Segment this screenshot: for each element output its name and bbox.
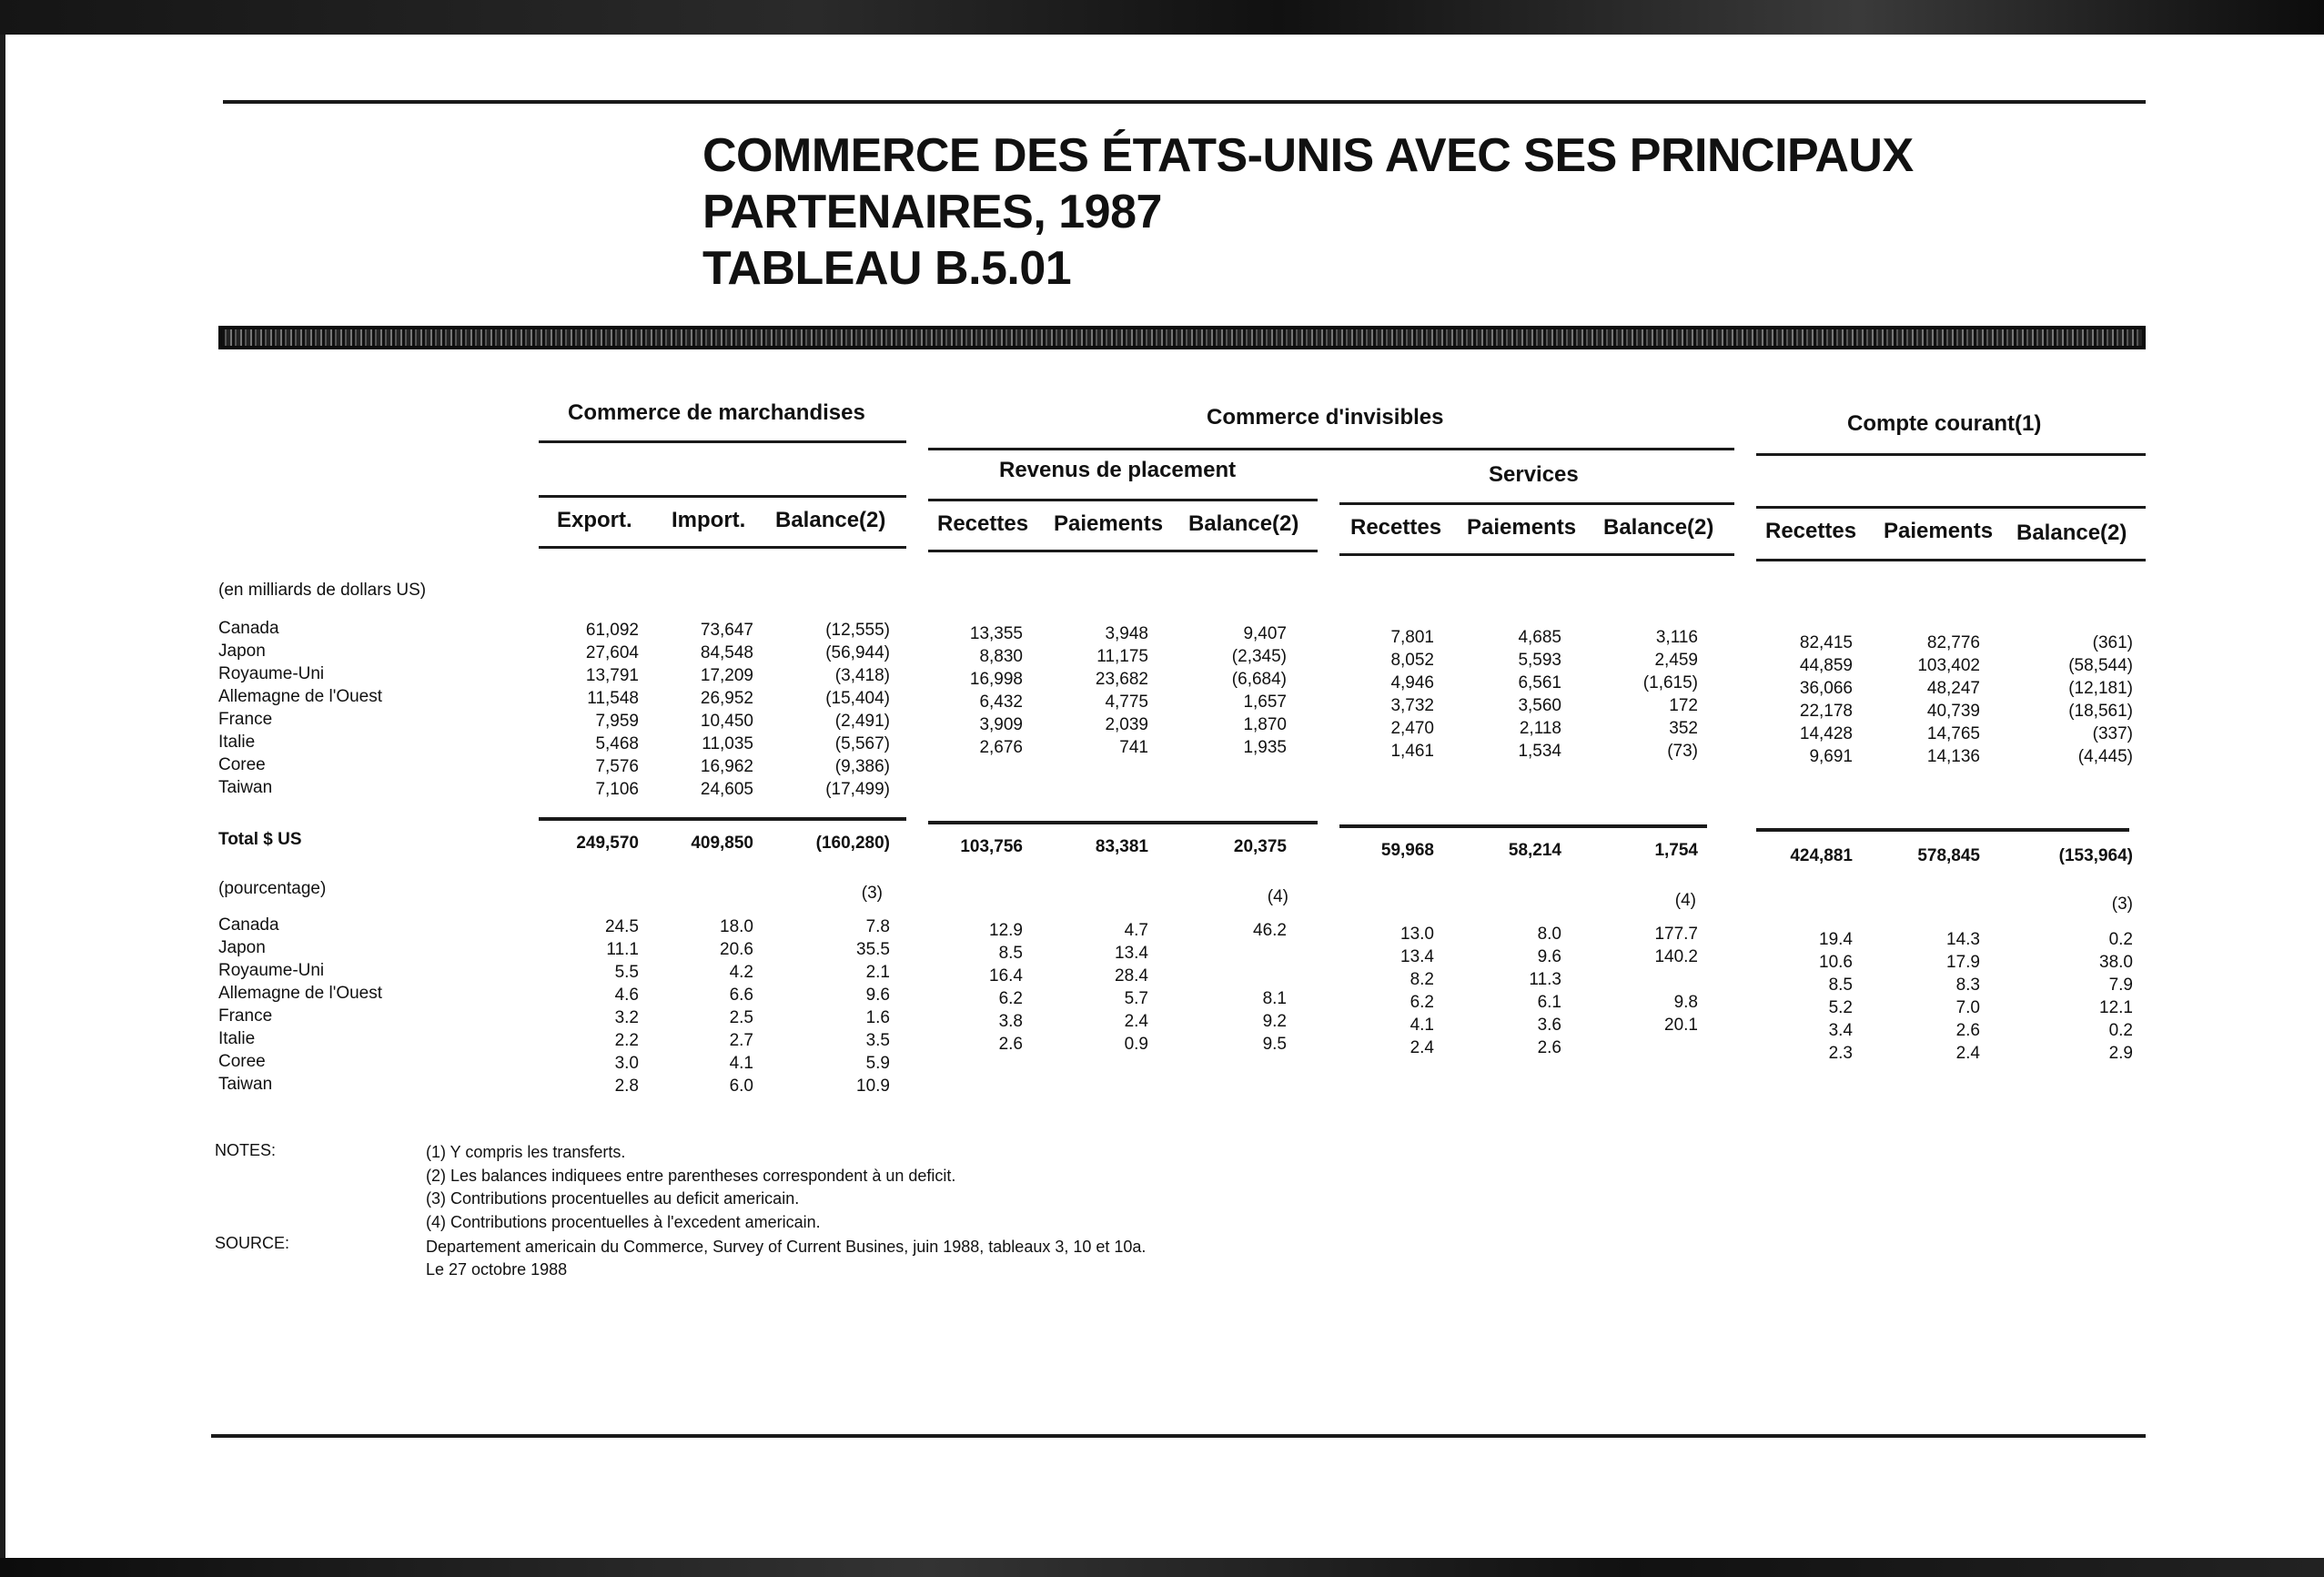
value-cell: (15,404) [825, 689, 890, 708]
pct-cell: 6.0 [729, 1077, 753, 1096]
value-cell: 1,870 [1243, 715, 1287, 734]
country-label: Taiwan [218, 778, 273, 797]
note-item: (1) Y compris les transferts. [426, 1143, 626, 1161]
rule-merch-bottom [539, 546, 906, 549]
value-cell: 2,039 [1105, 715, 1148, 734]
rule-merch-top [539, 440, 906, 443]
total-cell: 1,754 [1654, 841, 1698, 860]
col-revenus-paiements: Paiements [1054, 511, 1164, 536]
value-cell: 1,657 [1243, 692, 1287, 712]
pct-note-revenus: (4) [1267, 887, 1288, 906]
value-cell: 1,534 [1518, 742, 1561, 761]
pct-cell: 13.4 [1400, 947, 1434, 966]
pct-cell: 3.2 [614, 1008, 639, 1027]
col-services-recettes: Recettes [1350, 515, 1442, 540]
title-line-3: TABLEAU B.5.01 [702, 242, 1072, 295]
pct-cell: 19.4 [1819, 930, 1853, 949]
country-label: Canada [218, 915, 279, 935]
pct-note-current: (3) [2111, 895, 2133, 914]
pct-cell: 13.4 [1115, 944, 1148, 963]
total-cell: 20,375 [1233, 837, 1287, 856]
header-services: Services [1489, 462, 1579, 487]
value-cell: 16,962 [700, 757, 753, 776]
pct-cell: 8.5 [1828, 976, 1853, 995]
total-cell: (153,964) [2058, 846, 2133, 865]
value-cell: 26,952 [700, 689, 753, 708]
value-cell: 27,604 [585, 643, 639, 662]
pct-cell: 9.6 [1537, 947, 1561, 966]
pct-note-services: (4) [1674, 891, 1696, 910]
country-label: Italie [218, 733, 256, 752]
country-label: Canada [218, 619, 279, 638]
value-cell: (18,561) [2068, 702, 2133, 721]
pct-cell: 4.1 [729, 1054, 753, 1073]
value-cell: 8,830 [979, 647, 1023, 666]
pct-cell: 3.4 [1828, 1021, 1853, 1040]
value-cell: 3,732 [1390, 696, 1434, 715]
pct-cell: 6.6 [729, 986, 753, 1005]
value-cell: (6,684) [1231, 670, 1287, 689]
value-cell: (56,944) [825, 643, 890, 662]
total-cell: 424,881 [1790, 846, 1853, 865]
scan-edge-top [0, 0, 2324, 35]
pct-cell: 38.0 [2099, 953, 2133, 972]
header-band [218, 326, 2146, 349]
pct-cell: 6.1 [1537, 993, 1561, 1012]
pct-cell: 0.2 [2108, 930, 2133, 949]
value-cell: 5,593 [1518, 651, 1561, 670]
value-cell: 48,247 [1926, 679, 1980, 698]
note-item: (2) Les balances indiquees entre parentheses correspondent à un deficit. [426, 1167, 956, 1185]
rule-current-top [1756, 453, 2146, 456]
pct-cell: 7.0 [1955, 998, 1980, 1017]
pct-cell: 11.1 [606, 940, 639, 959]
pct-cell: 5.5 [614, 963, 639, 982]
value-cell: (1,615) [1642, 673, 1698, 692]
value-cell: 7,801 [1390, 628, 1434, 647]
rule-current-mid [1756, 506, 2146, 509]
rule-revenus-mid [928, 499, 1318, 501]
pct-cell: 2.5 [729, 1008, 753, 1027]
value-cell: 6,432 [979, 692, 1023, 712]
country-label: Royaume-Uni [218, 961, 325, 980]
pct-cell: 9.2 [1262, 1012, 1287, 1031]
pct-cell: 5.7 [1124, 989, 1148, 1008]
rule-merch-mid [539, 495, 906, 498]
country-label: Coree [218, 1052, 266, 1071]
pct-cell: 140.2 [1654, 947, 1698, 966]
value-cell: 82,776 [1926, 633, 1980, 652]
pct-cell: 4.7 [1124, 921, 1148, 940]
pct-cell: 6.2 [998, 989, 1023, 1008]
rule-current-bottom [1756, 559, 2146, 561]
country-label: Allemagne de l'Ouest [218, 984, 383, 1003]
pct-cell: 9.8 [1673, 993, 1698, 1012]
page-title [702, 127, 1914, 297]
value-cell: 44,859 [1799, 656, 1853, 675]
value-cell: 4,775 [1105, 692, 1148, 712]
pct-cell: 10.9 [856, 1077, 890, 1096]
value-cell: 24,605 [700, 780, 753, 799]
value-cell: 11,175 [1096, 647, 1148, 666]
pct-cell: 4.6 [614, 986, 639, 1005]
total-label: Total $ US [218, 830, 302, 849]
rule-services-mid [1339, 502, 1734, 505]
value-cell: 13,355 [969, 624, 1023, 643]
value-cell: 2,470 [1390, 719, 1434, 738]
country-label: Royaume-Uni [218, 664, 325, 683]
value-cell: 61,092 [585, 621, 639, 640]
value-cell: 11,548 [587, 689, 639, 708]
pct-cell: 12.9 [989, 921, 1023, 940]
scan-edge-bottom [0, 1558, 2324, 1577]
pct-cell: 2.8 [614, 1077, 639, 1096]
col-revenus-balance: Balance(2) [1188, 511, 1299, 536]
bottom-rule [211, 1434, 2146, 1438]
unit-label: (en milliards de dollars US) [218, 581, 427, 600]
pct-cell: 16.4 [989, 966, 1023, 986]
country-label: France [218, 710, 273, 729]
value-cell: (5,567) [834, 734, 890, 753]
scan-edge-left [0, 35, 5, 1558]
pct-cell: 28.4 [1115, 966, 1148, 986]
col-services-balance: Balance(2) [1603, 515, 1714, 540]
col-import: Import. [672, 508, 746, 532]
pct-cell: 18.0 [720, 917, 753, 936]
value-cell: (4,445) [2077, 747, 2133, 766]
pct-cell: 20.1 [1664, 1016, 1698, 1035]
pct-cell: 7.9 [2108, 976, 2133, 995]
pct-cell: 2.4 [1410, 1038, 1434, 1057]
value-cell: 16,998 [969, 670, 1023, 689]
pct-cell: 2.3 [1828, 1044, 1853, 1063]
pct-cell: 3.8 [998, 1012, 1023, 1031]
total-cell: (160,280) [815, 834, 890, 853]
pct-cell: 20.6 [720, 940, 753, 959]
value-cell: 14,428 [1799, 724, 1853, 743]
value-cell: 5,468 [595, 734, 639, 753]
rule-total-merch [539, 817, 906, 821]
col-current-paiements: Paiements [1884, 519, 1994, 543]
pct-cell: 14.3 [1946, 930, 1980, 949]
pct-cell: 8.2 [1410, 970, 1434, 989]
value-cell: 9,691 [1809, 747, 1853, 766]
value-cell: (58,544) [2068, 656, 2133, 675]
pct-cell: 2.6 [1955, 1021, 1980, 1040]
pct-cell: 2.6 [1537, 1038, 1561, 1057]
rule-total-services [1339, 824, 1707, 828]
pct-cell: 8.5 [998, 944, 1023, 963]
value-cell: 14,136 [1926, 747, 1980, 766]
value-cell: (9,386) [834, 757, 890, 776]
pct-cell: 2.4 [1124, 1012, 1148, 1031]
value-cell: 8,052 [1390, 651, 1434, 670]
title-line-2: PARTENAIRES, 1987 [702, 186, 1162, 238]
value-cell: 4,946 [1390, 673, 1434, 692]
top-rule [223, 100, 2146, 104]
value-cell: 17,209 [700, 666, 753, 685]
total-cell: 249,570 [576, 834, 639, 853]
pct-cell: 8.3 [1955, 976, 1980, 995]
source-label: SOURCE: [215, 1234, 290, 1252]
header-invisibles: Commerce d'invisibles [1207, 405, 1444, 430]
note-item: (4) Contributions procentuelles à l'excedent americain. [426, 1213, 821, 1231]
value-cell: 3,909 [979, 715, 1023, 734]
pct-cell: 12.1 [2099, 998, 2133, 1017]
pct-label: (pourcentage) [218, 879, 327, 898]
source-date: Le 27 octobre 1988 [426, 1260, 568, 1279]
col-current-balance: Balance(2) [2016, 521, 2127, 545]
value-cell: 741 [1119, 738, 1148, 757]
pct-note-merch: (3) [861, 884, 883, 903]
pct-cell: 2.7 [729, 1031, 753, 1050]
total-cell: 83,381 [1095, 837, 1148, 856]
value-cell: (361) [2092, 633, 2133, 652]
value-cell: 22,178 [1799, 702, 1853, 721]
header-merch: Commerce de marchandises [568, 400, 865, 425]
pct-cell: 0.2 [2108, 1021, 2133, 1040]
value-cell: 2,118 [1519, 719, 1561, 738]
pct-cell: 8.0 [1537, 925, 1561, 944]
value-cell: 84,548 [700, 643, 753, 662]
total-cell: 103,756 [960, 837, 1023, 856]
title-line-1: COMMERCE DES ÉTATS-UNIS AVEC SES PRINCIPAUX [702, 129, 1914, 182]
value-cell: 9,407 [1243, 624, 1287, 643]
pct-cell: 17.9 [1946, 953, 1980, 972]
pct-cell: 3.5 [865, 1031, 890, 1050]
total-cell: 58,214 [1508, 841, 1561, 860]
pct-cell: 2.1 [865, 963, 890, 982]
country-label: France [218, 1006, 273, 1026]
country-label: Coree [218, 755, 266, 774]
source-text: Departement americain du Commerce, Survey of Current Busines, juin 1988, tableaux 3, 10 et 10a. [426, 1238, 1147, 1256]
pct-cell: 3.6 [1537, 1016, 1561, 1035]
value-cell: 2,676 [979, 738, 1023, 757]
pct-cell: 5.9 [865, 1054, 890, 1073]
value-cell: (2,345) [1231, 647, 1287, 666]
value-cell: 82,415 [1799, 633, 1853, 652]
value-cell: (73) [1667, 742, 1698, 761]
value-cell: 103,402 [1917, 656, 1980, 675]
pct-cell: 8.1 [1262, 989, 1287, 1008]
value-cell: 23,682 [1095, 670, 1148, 689]
country-label: Japon [218, 642, 266, 661]
pct-cell: 2.6 [998, 1035, 1023, 1054]
pct-cell: 10.6 [1819, 953, 1853, 972]
value-cell: (12,555) [825, 621, 890, 640]
pct-cell: 11.3 [1529, 970, 1561, 989]
value-cell: 36,066 [1799, 679, 1853, 698]
rule-total-revenus [928, 821, 1318, 824]
value-cell: (17,499) [825, 780, 890, 799]
pct-cell: 177.7 [1654, 925, 1698, 944]
value-cell: (12,181) [2068, 679, 2133, 698]
value-cell: 1,461 [1390, 742, 1434, 761]
rule-revenus-bottom [928, 550, 1318, 552]
rule-invis-top [928, 448, 1734, 450]
pct-cell: 4.2 [729, 963, 753, 982]
pct-cell: 4.1 [1410, 1016, 1434, 1035]
value-cell: 13,791 [585, 666, 639, 685]
value-cell: 352 [1669, 719, 1698, 738]
pct-cell: 7.8 [865, 917, 890, 936]
pct-cell: 2.9 [2108, 1044, 2133, 1063]
pct-cell: 5.2 [1828, 998, 1853, 1017]
col-services-paiements: Paiements [1467, 515, 1577, 540]
pct-cell: 2.4 [1955, 1044, 1980, 1063]
value-cell: 1,935 [1243, 738, 1287, 757]
total-cell: 59,968 [1380, 841, 1434, 860]
country-label: Italie [218, 1029, 256, 1048]
value-cell: 7,106 [595, 780, 639, 799]
value-cell: (3,418) [834, 666, 890, 685]
rule-total-current [1756, 828, 2129, 832]
col-current-recettes: Recettes [1765, 519, 1857, 543]
value-cell: 3,948 [1105, 624, 1148, 643]
pct-cell: 1.6 [865, 1008, 890, 1027]
value-cell: 10,450 [700, 712, 753, 731]
pct-cell: 3.0 [614, 1054, 639, 1073]
value-cell: 7,959 [595, 712, 639, 731]
col-export: Export. [557, 508, 632, 532]
value-cell: 7,576 [595, 757, 639, 776]
pct-cell: 13.0 [1400, 925, 1434, 944]
value-cell: 73,647 [700, 621, 753, 640]
value-cell: 3,116 [1655, 628, 1698, 647]
value-cell: 11,035 [702, 734, 753, 753]
value-cell: (337) [2092, 724, 2133, 743]
pct-cell: 24.5 [605, 917, 639, 936]
value-cell: 3,560 [1518, 696, 1561, 715]
col-revenus-recettes: Recettes [937, 511, 1029, 536]
header-current-account: Compte courant(1) [1847, 411, 2042, 436]
country-label: Taiwan [218, 1075, 273, 1094]
pct-cell: 0.9 [1124, 1035, 1148, 1054]
value-cell: 14,765 [1926, 724, 1980, 743]
value-cell: 40,739 [1926, 702, 1980, 721]
total-cell: 409,850 [691, 834, 753, 853]
header-revenus: Revenus de placement [999, 458, 1237, 482]
notes-label: NOTES: [215, 1141, 277, 1159]
value-cell: 172 [1669, 696, 1698, 715]
value-cell: (2,491) [834, 712, 890, 731]
value-cell: 4,685 [1518, 628, 1561, 647]
pct-cell: 46.2 [1253, 921, 1287, 940]
pct-cell: 35.5 [856, 940, 890, 959]
pct-cell: 9.5 [1262, 1035, 1287, 1054]
value-cell: 2,459 [1654, 651, 1698, 670]
note-item: (3) Contributions procentuelles au deficit americain. [426, 1189, 800, 1208]
pct-cell: 9.6 [865, 986, 890, 1005]
col-merch-balance: Balance(2) [775, 508, 886, 532]
total-cell: 578,845 [1917, 846, 1980, 865]
pct-cell: 6.2 [1410, 993, 1434, 1012]
country-label: Allemagne de l'Ouest [218, 687, 383, 706]
rule-services-bottom [1339, 553, 1734, 556]
pct-cell: 2.2 [614, 1031, 639, 1050]
value-cell: 6,561 [1518, 673, 1561, 692]
country-label: Japon [218, 938, 266, 957]
